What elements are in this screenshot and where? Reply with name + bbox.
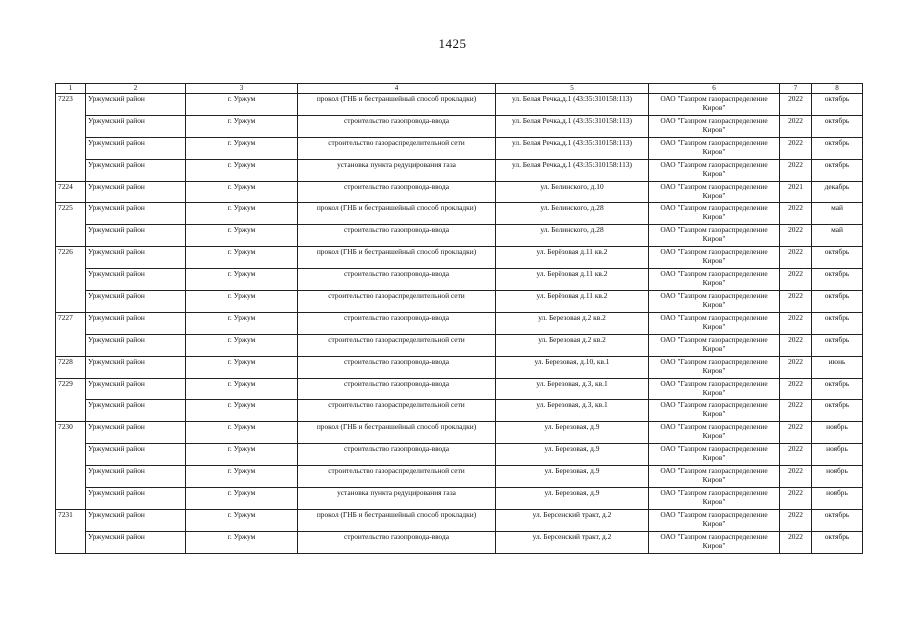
table-row [56,312,863,334]
year-cell: 2022 [780,247,812,269]
address-cell: ул. Белинского, д.28 [496,203,649,225]
table-row [56,509,863,531]
month-cell: ноябрь [812,444,863,466]
gasification-schedule-table [55,83,863,554]
month-cell: май [812,203,863,225]
address-cell: ул. Березовая, д.3, кв.1 [496,378,649,400]
work-type-cell: строительство газопровода-ввода [298,444,496,466]
town-cell: г. Уржум [186,225,298,247]
district-cell: Уржумский район [86,422,186,444]
table-row [56,531,863,553]
year-cell: 2022 [780,269,812,291]
work-type-cell: строительство газопровода-ввода [298,181,496,203]
year-cell: 2022 [780,115,812,137]
organization-cell: ОАО "Газпром газораспределение Киров" [649,334,780,356]
table-row [56,400,863,422]
town-cell: г. Уржум [186,422,298,444]
town-cell: г. Уржум [186,356,298,378]
year-cell: 2022 [780,488,812,510]
row-number-cell [56,269,86,291]
table-row [56,159,863,181]
organization-cell: ОАО "Газпром газораспределение Киров" [649,181,780,203]
column-number-header-row [56,84,863,94]
town-cell: г. Уржум [186,181,298,203]
address-cell: ул. Березовая, д.10, кв.1 [496,356,649,378]
organization-cell: ОАО "Газпром газораспределение Киров" [649,94,780,116]
month-cell: октябрь [812,312,863,334]
page-number: 1425 [438,36,467,51]
work-type-cell: строительство газопровода-ввода [298,225,496,247]
table-row [56,378,863,400]
town-cell: г. Уржум [186,291,298,313]
address-cell: ул. Берёзовая д.11 кв.2 [496,291,649,313]
work-type-cell: строительство газораспределительной сети [298,400,496,422]
year-cell: 2022 [780,225,812,247]
town-cell: г. Уржум [186,159,298,181]
address-cell: ул. Берсенский тракт, д.2 [496,531,649,553]
row-number-cell: 7229 [56,378,86,400]
district-cell: Уржумский район [86,400,186,422]
table-row [56,115,863,137]
district-cell: Уржумский район [86,203,186,225]
organization-cell: ОАО "Газпром газораспределение Киров" [649,203,780,225]
row-number-cell [56,488,86,510]
organization-cell: ОАО "Газпром газораспределение Киров" [649,269,780,291]
row-number-cell: 7228 [56,356,86,378]
table-row [56,422,863,444]
column-header: 8 [812,84,863,94]
table-row [56,225,863,247]
organization-cell: ОАО "Газпром газораспределение Киров" [649,509,780,531]
year-cell: 2022 [780,137,812,159]
month-cell: октябрь [812,509,863,531]
table-row [56,356,863,378]
column-header: 2 [86,84,186,94]
work-type-cell: строительство газопровода-ввода [298,356,496,378]
town-cell: г. Уржум [186,509,298,531]
row-number-cell [56,531,86,553]
organization-cell: ОАО "Газпром газораспределение Киров" [649,378,780,400]
work-type-cell: строительство газопровода-ввода [298,115,496,137]
year-cell: 2022 [780,94,812,116]
work-type-cell: строительство газопровода-ввода [298,312,496,334]
address-cell: ул. Белинского, д.28 [496,225,649,247]
address-cell: ул. Березовая, д.9 [496,422,649,444]
row-number-cell [56,115,86,137]
organization-cell: ОАО "Газпром газораспределение Киров" [649,356,780,378]
town-cell: г. Уржум [186,466,298,488]
district-cell: Уржумский район [86,312,186,334]
organization-cell: ОАО "Газпром газораспределение Киров" [649,247,780,269]
town-cell: г. Уржум [186,334,298,356]
table-body [56,84,863,554]
address-cell: ул. Белинского, д.10 [496,181,649,203]
column-header: 5 [496,84,649,94]
work-type-cell: строительство газораспределительной сети [298,466,496,488]
work-type-cell: строительство газораспределительной сети [298,334,496,356]
year-cell: 2022 [780,312,812,334]
address-cell: ул. Белая Речка,д.1 (43:35:310158:113) [496,159,649,181]
month-cell: октябрь [812,137,863,159]
town-cell: г. Уржум [186,247,298,269]
year-cell: 2022 [780,356,812,378]
address-cell: ул. Берёзовая д.11 кв.2 [496,269,649,291]
work-type-cell: строительство газопровода-ввода [298,269,496,291]
district-cell: Уржумский район [86,137,186,159]
table-row [56,269,863,291]
column-header: 7 [780,84,812,94]
address-cell: ул. Березовая, д.9 [496,466,649,488]
table-row [56,181,863,203]
row-number-cell [56,444,86,466]
district-cell: Уржумский район [86,531,186,553]
table-row [56,94,863,116]
organization-cell: ОАО "Газпром газораспределение Киров" [649,444,780,466]
month-cell: октябрь [812,247,863,269]
row-number-cell: 7227 [56,312,86,334]
year-cell: 2022 [780,531,812,553]
address-cell: ул. Березовая, д.9 [496,444,649,466]
row-number-cell: 7231 [56,509,86,531]
table-row [56,488,863,510]
row-number-cell: 7225 [56,203,86,225]
district-cell: Уржумский район [86,94,186,116]
row-number-cell: 7223 [56,94,86,116]
column-header: 6 [649,84,780,94]
row-number-cell [56,159,86,181]
month-cell: октябрь [812,334,863,356]
row-number-cell: 7226 [56,247,86,269]
table-row [56,291,863,313]
town-cell: г. Уржум [186,488,298,510]
address-cell: ул. Белая Речка,д.1 (43:35:310158:113) [496,94,649,116]
organization-cell: ОАО "Газпром газораспределение Киров" [649,225,780,247]
month-cell: октябрь [812,531,863,553]
month-cell: ноябрь [812,422,863,444]
month-cell: декабрь [812,181,863,203]
month-cell: май [812,225,863,247]
district-cell: Уржумский район [86,356,186,378]
month-cell: октябрь [812,291,863,313]
row-number-cell [56,334,86,356]
organization-cell: ОАО "Газпром газораспределение Киров" [649,466,780,488]
district-cell: Уржумский район [86,509,186,531]
work-type-cell: прокол (ГНБ и бестраншейный способ прокладки) [298,422,496,444]
district-cell: Уржумский район [86,378,186,400]
address-cell: ул. Березовая д.2 кв.2 [496,312,649,334]
district-cell: Уржумский район [86,225,186,247]
organization-cell: ОАО "Газпром газораспределение Киров" [649,531,780,553]
month-cell: октябрь [812,115,863,137]
year-cell: 2022 [780,466,812,488]
work-type-cell: строительство газопровода-ввода [298,378,496,400]
month-cell: октябрь [812,269,863,291]
column-header: 3 [186,84,298,94]
district-cell: Уржумский район [86,269,186,291]
town-cell: г. Уржум [186,137,298,159]
organization-cell: ОАО "Газпром газораспределение Киров" [649,422,780,444]
month-cell: октябрь [812,159,863,181]
district-cell: Уржумский район [86,444,186,466]
work-type-cell: строительство газопровода-ввода [298,531,496,553]
address-cell: ул. Березовая, д.9 [496,488,649,510]
table-row [56,334,863,356]
address-cell: ул. Березовая д.2 кв.2 [496,334,649,356]
work-type-cell: прокол (ГНБ и бестраншейный способ прокладки) [298,94,496,116]
address-cell: ул. Березовая, д.3, кв.1 [496,400,649,422]
organization-cell: ОАО "Газпром газораспределение Киров" [649,400,780,422]
town-cell: г. Уржум [186,269,298,291]
table-row [56,444,863,466]
table-row [56,137,863,159]
year-cell: 2022 [780,378,812,400]
address-cell: ул. Белая Речка,д.1 (43:35:310158:113) [496,115,649,137]
row-number-cell: 7224 [56,181,86,203]
work-type-cell: установка пункта редуцирования газа [298,488,496,510]
year-cell: 2022 [780,400,812,422]
town-cell: г. Уржум [186,400,298,422]
organization-cell: ОАО "Газпром газораспределение Киров" [649,115,780,137]
district-cell: Уржумский район [86,115,186,137]
organization-cell: ОАО "Газпром газораспределение Киров" [649,159,780,181]
district-cell: Уржумский район [86,247,186,269]
row-number-cell [56,137,86,159]
year-cell: 2022 [780,334,812,356]
year-cell: 2022 [780,159,812,181]
year-cell: 2022 [780,422,812,444]
month-cell: октябрь [812,400,863,422]
table-row [56,247,863,269]
row-number-cell [56,466,86,488]
year-cell: 2022 [780,444,812,466]
address-cell: ул. Берсенский тракт, д.2 [496,509,649,531]
district-cell: Уржумский район [86,181,186,203]
district-cell: Уржумский район [86,291,186,313]
town-cell: г. Уржум [186,94,298,116]
work-type-cell: установка пункта редуцирования газа [298,159,496,181]
district-cell: Уржумский район [86,159,186,181]
table-row [56,203,863,225]
year-cell: 2022 [780,203,812,225]
address-cell: ул. Берёзовая д.11 кв.2 [496,247,649,269]
work-type-cell: прокол (ГНБ и бестраншейный способ прокладки) [298,247,496,269]
organization-cell: ОАО "Газпром газораспределение Киров" [649,312,780,334]
work-type-cell: строительство газораспределительной сети [298,137,496,159]
month-cell: июнь [812,356,863,378]
address-cell: ул. Белая Речка,д.1 (43:35:310158:113) [496,137,649,159]
organization-cell: ОАО "Газпром газораспределение Киров" [649,137,780,159]
town-cell: г. Уржум [186,115,298,137]
row-number-cell [56,400,86,422]
district-cell: Уржумский район [86,466,186,488]
month-cell: октябрь [812,94,863,116]
work-type-cell: прокол (ГНБ и бестраншейный способ прокладки) [298,203,496,225]
work-type-cell: прокол (ГНБ и бестраншейный способ прокладки) [298,509,496,531]
row-number-cell [56,225,86,247]
work-type-cell: строительство газораспределительной сети [298,291,496,313]
district-cell: Уржумский район [86,334,186,356]
organization-cell: ОАО "Газпром газораспределение Киров" [649,488,780,510]
table-row [56,466,863,488]
year-cell: 2021 [780,181,812,203]
month-cell: ноябрь [812,488,863,510]
town-cell: г. Уржум [186,203,298,225]
column-header: 4 [298,84,496,94]
town-cell: г. Уржум [186,312,298,334]
organization-cell: ОАО "Газпром газораспределение Киров" [649,291,780,313]
town-cell: г. Уржум [186,378,298,400]
row-number-cell [56,291,86,313]
month-cell: октябрь [812,378,863,400]
town-cell: г. Уржум [186,444,298,466]
month-cell: ноябрь [812,466,863,488]
year-cell: 2022 [780,291,812,313]
year-cell: 2022 [780,509,812,531]
town-cell: г. Уржум [186,531,298,553]
district-cell: Уржумский район [86,488,186,510]
row-number-cell: 7230 [56,422,86,444]
column-header: 1 [56,84,86,94]
